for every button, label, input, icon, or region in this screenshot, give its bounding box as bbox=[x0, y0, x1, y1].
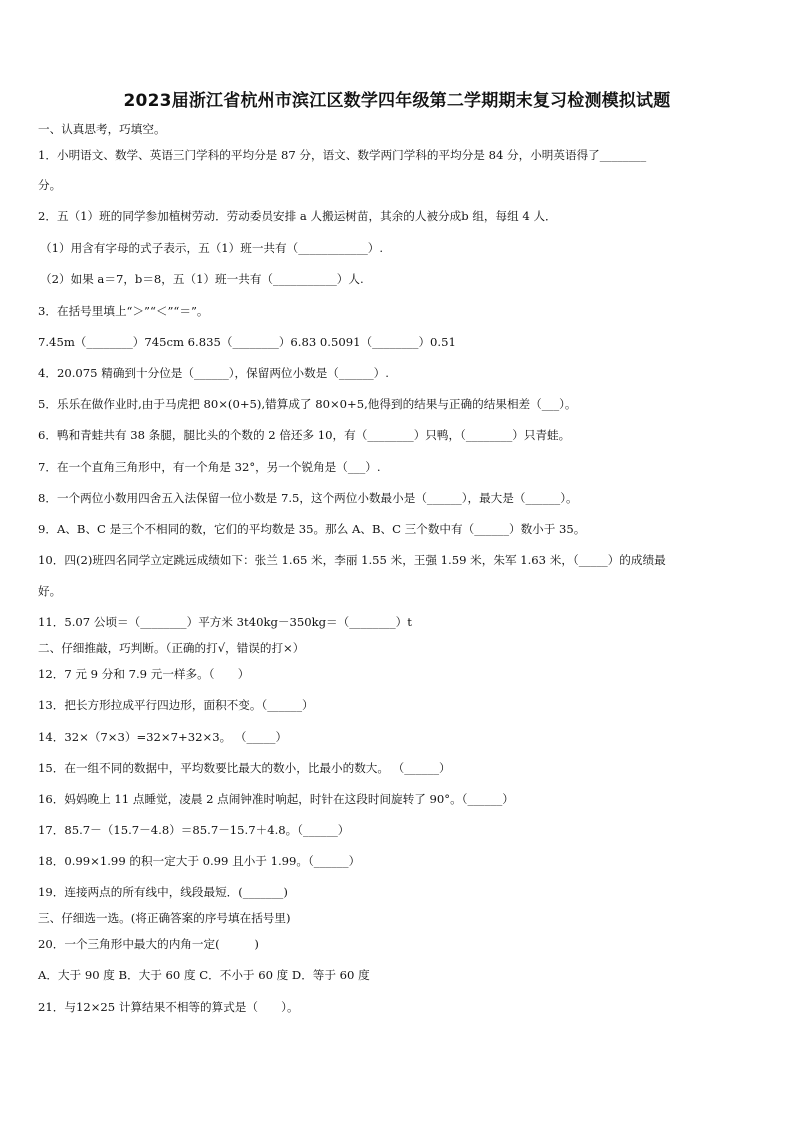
question-7: 7．在一个直角三角形中，有一个角是 32°，另一个锐角是（___）. bbox=[38, 460, 381, 474]
question-20-options: A．大于 90 度 B．大于 60 度 C．不小于 60 度 D．等于 60 度 bbox=[38, 968, 370, 982]
question-2-part-1: （1）用含有字母的式子表示，五（1）班一共有（____________）. bbox=[40, 241, 384, 255]
question-6: 6．鸭和青蛙共有 38 条腿，腿比头的个数的 2 倍还多 10，有（________）只鸭，（________）只青蛙。 bbox=[38, 428, 571, 442]
question-12: 12．7 元 9 分和 7.9 元一样多。（ ） bbox=[38, 667, 250, 681]
question-13: 13．把长方形拉成平行四边形，面积不变。（______） bbox=[38, 698, 314, 712]
question-2-part-2: （2）如果 a＝7，b＝8，五（1）班一共有（___________）人. bbox=[40, 272, 364, 286]
question-3-items: 7.45m（________）745cm 6.835（________）6.83 0.5091（________）0.51 bbox=[38, 335, 456, 349]
section-heading-3: 三、仔细选一选。(将正确答案的序号填在括号里) bbox=[38, 911, 291, 925]
section-heading-2: 二、仔细推敲，巧判断。（正确的打√，错误的打×） bbox=[38, 641, 305, 655]
question-21: 21．与12×25 计算结果不相等的算式是（ ）。 bbox=[38, 1000, 299, 1014]
question-3: 3．在括号里填上“＞”“＜”“＝”。 bbox=[38, 304, 209, 318]
question-18: 18．0.99×1.99 的积一定大于 0.99 且小于 1.99。（______） bbox=[38, 854, 361, 868]
question-2: 2．五（1）班的同学参加植树劳动．劳动委员安排 a 人搬运树苗，其余的人被分成b 组，每组 4 人． bbox=[38, 209, 557, 223]
question-1-continued: 分。 bbox=[38, 178, 62, 192]
question-19: 19．连接两点的所有线中，线段最短．(_______) bbox=[38, 885, 288, 899]
question-11: 11．5.07 公顷＝（________）平方米 3t40kg－350kg＝（________）t bbox=[38, 615, 412, 629]
question-14: 14．32×（7×3）=32×7+32×3。 （_____） bbox=[38, 730, 288, 744]
question-1: 1．小明语文、数学、英语三门学科的平均分是 87 分，语文、数学两门学科的平均分是 84 分，小明英语得了________ bbox=[38, 148, 647, 162]
question-15: 15．在一组不同的数据中，平均数要比最大的数小，比最小的数大。 （______） bbox=[38, 761, 451, 775]
question-10-continued: 好。 bbox=[38, 584, 62, 598]
question-20: 20．一个三角形中最大的内角一定( ) bbox=[38, 937, 259, 951]
question-8: 8．一个两位小数用四舍五入法保留一位小数是 7.5，这个两位小数最小是（______），最大是（______）。 bbox=[38, 491, 578, 505]
question-9: 9．A、B、C 是三个不相同的数，它们的平均数是 35。那么 A、B、C 三个数中有（______）数小于 35。 bbox=[38, 522, 586, 536]
question-17: 17．85.7－（15.7－4.8）＝85.7－15.7＋4.8。（______） bbox=[38, 823, 350, 837]
question-16: 16．妈妈晚上 11 点睡觉，凌晨 2 点闹钟准时响起，时针在这段时间旋转了 90°。（______） bbox=[38, 792, 514, 806]
page-title: 2023届浙江省杭州市滨江区数学四年级第二学期期末复习检测模拟试题 bbox=[123, 91, 671, 111]
question-10: 10．四(2)班四名同学立定跳远成绩如下：张兰 1.65 米，李丽 1.55 米，王强 1.59 米，朱军 1.63 米，（_____）的成绩最 bbox=[38, 553, 666, 567]
question-4: 4．20.075 精确到十分位是（______），保留两位小数是（______）. bbox=[38, 366, 389, 380]
question-5: 5．乐乐在做作业时,由于马虎把 80×(0+5),错算成了 80×0+5,他得到的结果与正确的结果相差（___）。 bbox=[38, 397, 577, 411]
section-heading-1: 一、认真思考，巧填空。 bbox=[38, 122, 166, 136]
